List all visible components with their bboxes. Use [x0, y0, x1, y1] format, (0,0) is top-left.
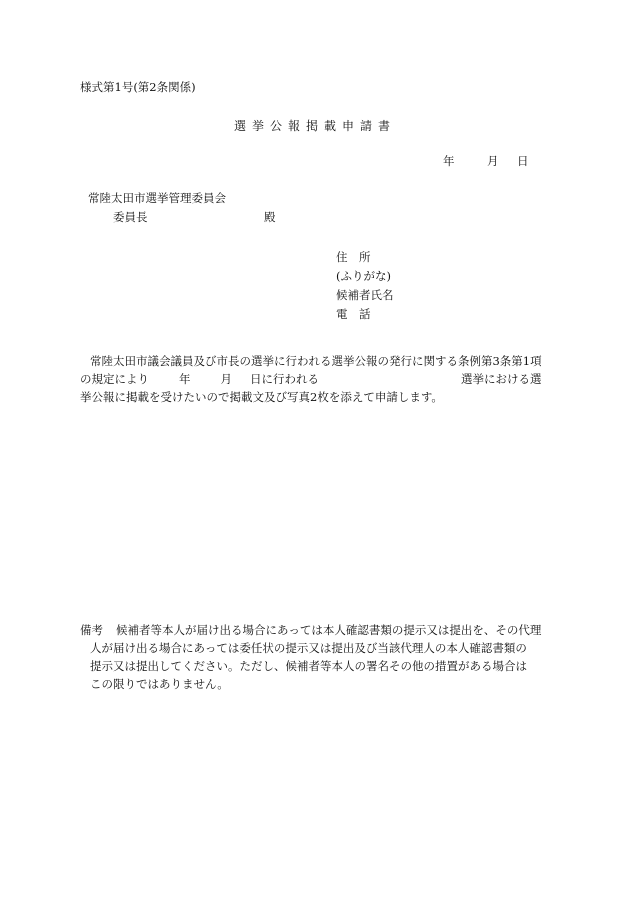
applicant-block: [336, 248, 394, 324]
date-day-label: 日: [517, 154, 529, 168]
notes-line-3: 提示又は提出してください。ただし、候補者等本人の署名その他の措置がある場合は: [90, 659, 527, 673]
form-number: 様式第1号(第2条関係): [80, 80, 196, 94]
notes-line-4: この限りではありません。: [90, 677, 229, 691]
body-line-2-month: 月: [220, 372, 232, 386]
application-body: [80, 352, 550, 406]
body-line-2c: 選挙における選: [461, 372, 542, 386]
notes-section: [80, 621, 550, 693]
date-row: [443, 156, 529, 168]
applicant-phone-label: 電 話: [336, 307, 371, 321]
document-title: 選挙公報掲載申請書: [233, 119, 396, 133]
notes-line-2: 人が届け出る場合にあっては委任状の提示又は提出及び当該代理人の本人確認書類の: [90, 641, 527, 655]
applicant-name-label: 候補者氏名: [336, 288, 394, 302]
applicant-address-label: 住 所: [336, 250, 371, 264]
body-line-2b: 日に行われる: [250, 372, 319, 386]
addressee-organization: 常陸太田市選挙管理委員会: [88, 191, 226, 205]
notes-line-1: 候補者等本人が届け出る場合にあっては本人確認書類の提示又は提出を、その代理: [116, 623, 542, 637]
date-year-label: 年: [443, 154, 455, 168]
notes-label: 備考: [80, 623, 103, 637]
body-line-2-year: 年: [179, 372, 191, 386]
body-line-3: 挙公報に掲載を受けたいので掲載文及び写真2枚を添えて申請します。: [80, 390, 443, 404]
body-line-2: [80, 370, 550, 388]
body-line-2a: の規定により: [80, 372, 149, 386]
addressee-role: 委員長: [113, 210, 148, 224]
date-month-label: 月: [487, 154, 499, 168]
applicant-furigana-label: (ふりがな): [336, 269, 391, 283]
body-line-1: 常陸太田市議会議員及び市長の選挙に行われる選挙公報の発行に関する条例第3条第1項: [90, 354, 542, 368]
addressee-honorific: 殿: [264, 210, 276, 224]
